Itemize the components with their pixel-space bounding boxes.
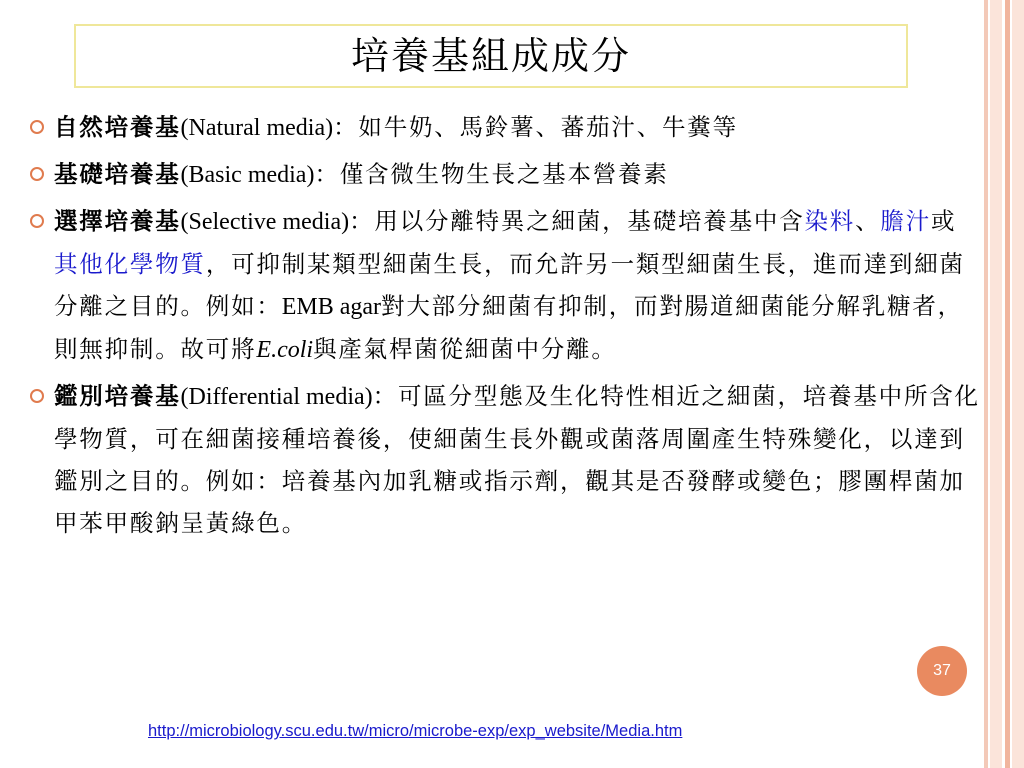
bullet-ring-icon xyxy=(30,389,44,403)
bullet-differential-media xyxy=(30,375,980,544)
bullet-ring-icon xyxy=(30,167,44,181)
bullet-natural-media xyxy=(30,106,980,149)
title-box xyxy=(74,24,908,88)
stripe xyxy=(1005,0,1010,768)
ecoli: E.coli xyxy=(256,337,314,363)
description: 對大部分細菌有抑制，而對腸道細菌能分解乳糖者，則無抑制。故可將 xyxy=(54,292,963,363)
slide-content xyxy=(30,106,980,548)
page-number-badge xyxy=(917,646,967,696)
highlight-chemicals: 其他化學物質 xyxy=(54,250,206,278)
bullet-selective-media xyxy=(30,200,980,371)
description: 與產氣桿菌從細菌中分離。 xyxy=(313,335,617,363)
bullet-ring-icon xyxy=(30,120,44,134)
stripe xyxy=(990,0,1002,768)
description: ：如牛奶、馬鈴薯、蕃茄汁、牛糞等 xyxy=(333,113,738,141)
description: ，可抑制某類型細菌生長，而允許另一類型細菌生長，進而達到細菌分離之目的。例如： xyxy=(54,250,965,320)
separator: 、 xyxy=(855,207,881,235)
stripe xyxy=(1012,0,1024,768)
description: ：僅含微生物生長之基本營養素 xyxy=(314,160,669,188)
page-number: 37 xyxy=(933,662,951,679)
emb-agar: EMB agar xyxy=(281,294,382,320)
bullet-ring-icon xyxy=(30,214,44,228)
decorative-stripes xyxy=(982,0,1024,768)
separator: 或 xyxy=(931,207,957,235)
term: 自然培養基 xyxy=(54,113,181,141)
term: 選擇培養基 xyxy=(54,207,181,235)
slide-title: 培養基組成成分 xyxy=(350,34,631,78)
latin-term: (Basic media) xyxy=(180,162,315,188)
term: 基礎培養基 xyxy=(54,160,181,188)
highlight-bile: 膽汁 xyxy=(880,207,932,235)
description: ：可區分型態及生化特性相近之細菌，培養基中所含化學物質，可在細菌接種培養後，使細菌生長外觀或菌落周圍產生特殊變化，以達到鑑別之目的。例如：培養基內加乳糖或指示劑，觀其是否發酵或變色；膠團桿菌加甲苯甲酸鈉呈黃綠色。 xyxy=(54,382,980,537)
description: ：用以分離特異之細菌，基礎培養基中含 xyxy=(349,207,805,235)
highlight-dye: 染料 xyxy=(804,207,856,235)
source-link[interactable]: http://microbiology.scu.edu.tw/micro/microbe-exp/exp_website/Media.htm xyxy=(148,722,683,740)
latin-term: (Natural media) xyxy=(180,115,334,141)
latin-term: (Selective media) xyxy=(180,209,350,235)
term: 鑑別培養基 xyxy=(54,382,181,410)
bullet-basic-media xyxy=(30,153,980,196)
stripe xyxy=(984,0,988,768)
latin-term: (Differential media) xyxy=(180,384,373,410)
